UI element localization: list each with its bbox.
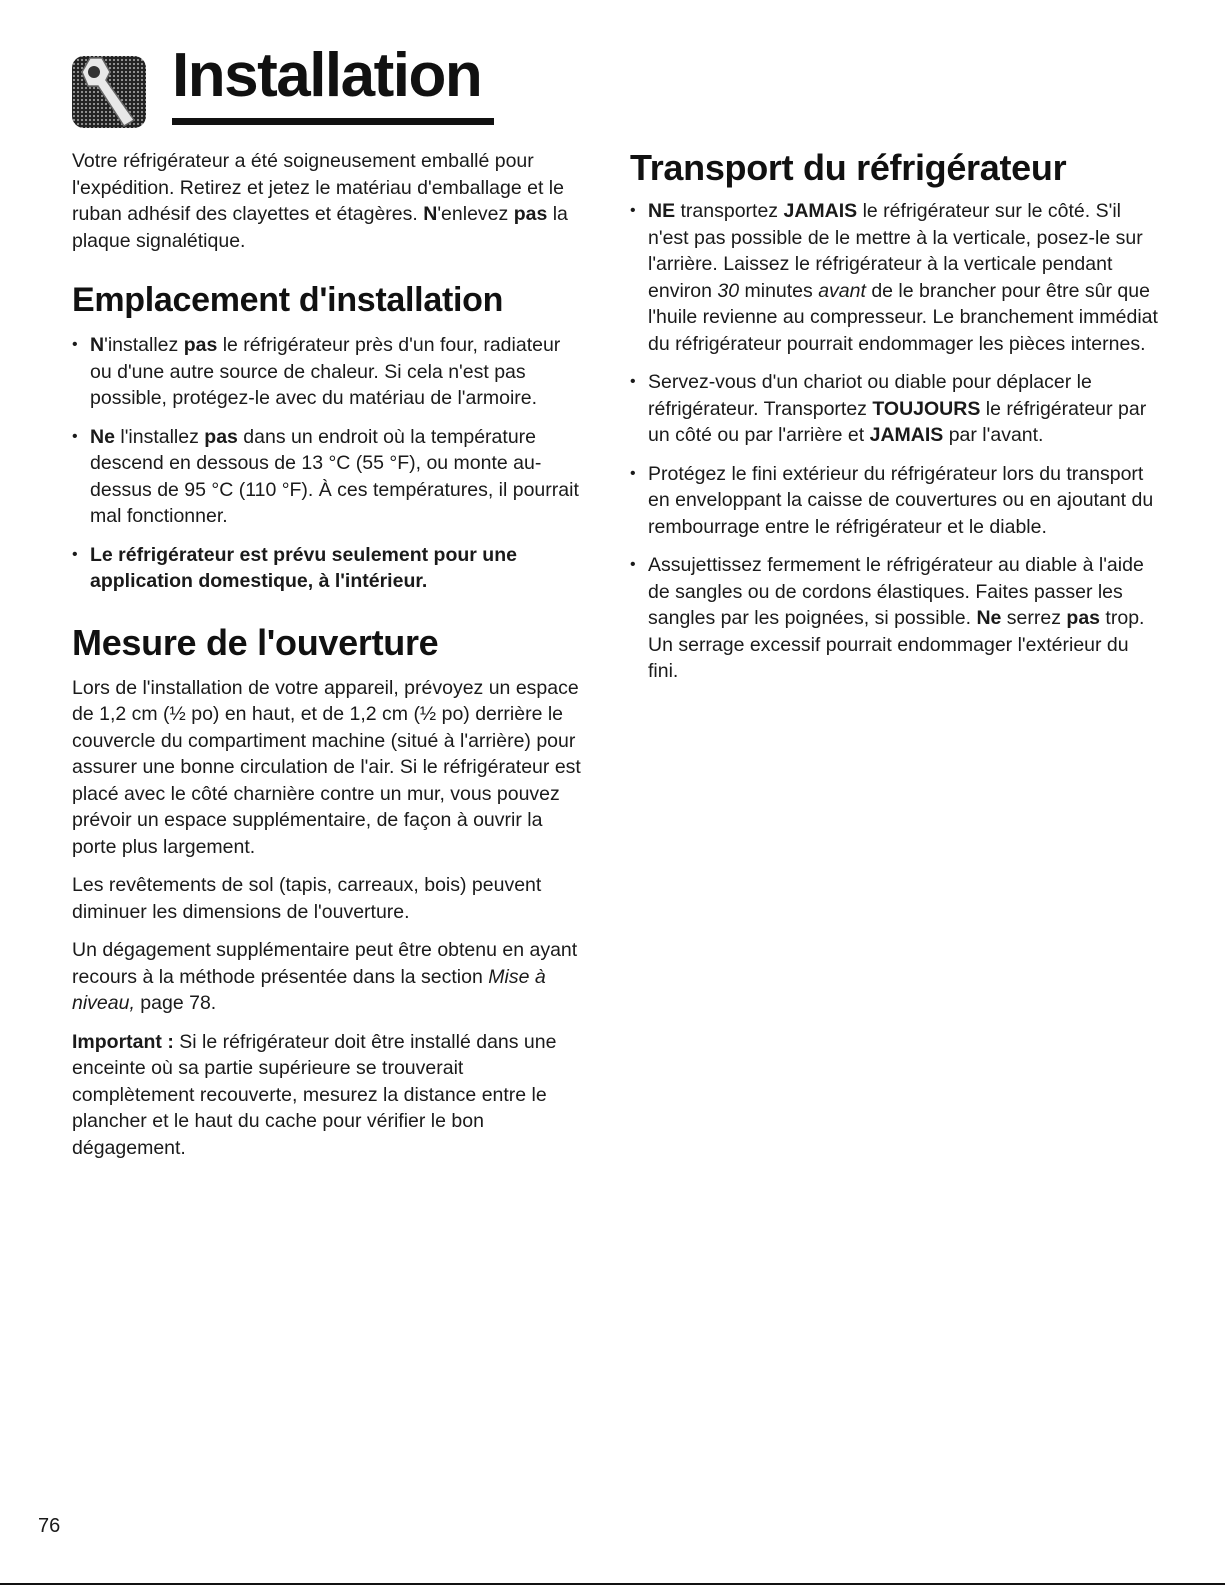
right-column bbox=[630, 148, 1160, 697]
list-item: • N'installez pas le réfrigérateur près d'un four, radiateur ou d'une autre source de chaleur. Si cela n'est pas possible, protégez-le avec du matériau de l'armoire. bbox=[72, 332, 584, 412]
heading-mesure: Mesure de l'ouverture bbox=[72, 621, 439, 663]
emplacement-list bbox=[72, 332, 584, 595]
mesure-paragraph-2: Les revêtements de sol (tapis, carreaux, bois) peuvent diminuer les dimensions de l'ouverture. bbox=[72, 874, 542, 923]
mesure-paragraph-4: Important : Si le réfrigérateur doit être installé dans une enceinte où sa partie supérieure se trouverait complètement recouverte, mesurez la distance entre le plancher et le haut du cache pour vérifier le bon dégagement. bbox=[72, 1030, 557, 1159]
left-column bbox=[72, 148, 584, 1173]
page-header bbox=[72, 40, 482, 140]
page-number: 76 bbox=[38, 1515, 61, 1537]
list-item: • Protégez le fini extérieur du réfrigérateur lors du transport en enveloppant la caisse de couvertures ou en ajoutant du rembourrage entre le réfrigérateur et le diable. bbox=[630, 461, 1160, 541]
intro-paragraph: Votre réfrigérateur a été soigneusement emballé pour l'expédition. Retirez et jetez le matériau d'emballage et le ruban adhésif des clayettes et étagères. N'enlevez pas la plaque signalétique. bbox=[72, 150, 568, 252]
list-item: • NE transportez JAMAIS le réfrigérateur sur le côté. S'il n'est pas possible de le mettre à la verticale, posez-le sur l'arrière. Laissez le réfrigérateur à la verticale pendant environ 30 minutes avant de le brancher pour être sûr que l'huile revienne au compresseur. Le branchement immédiat du réfrigérateur pourrait endommager les pièces internes. bbox=[630, 198, 1160, 357]
list-item: • Assujettissez fermement le réfrigérateur au diable à l'aide de sangles ou de cordons élastiques. Faites passer les sangles par les poignées, si possible. Ne serrez pas trop. Un serrage excessif pourrait endommager l'extérieur du fini. bbox=[630, 552, 1160, 685]
heading-transport: Transport du réfrigérateur bbox=[630, 147, 1067, 188]
transport-list bbox=[630, 198, 1160, 685]
list-item: • Le réfrigérateur est prévu seulement pour une application domestique, à l'intérieur. bbox=[72, 542, 584, 595]
mesure-paragraph-1: Lors de l'installation de votre appareil, prévoyez un espace de 1,2 cm (½ po) en haut, et de 1,2 cm (½ po) derrière le couvercle du compartiment machine (situé à l'arrière) pour assurer une bonne circulation de l'air. Si le réfrigérateur est placé avec le côté charnière contre un mur, vous pouvez prévoir un espace supplémentaire, de façon à ouvrir la porte plus largement. bbox=[72, 676, 581, 858]
page-title: Installation bbox=[172, 41, 482, 110]
title-underline bbox=[172, 118, 494, 125]
list-item: • Ne l'installez pas dans un endroit où la température descend en dessous de 13 °C (55 °F), ou monte au-dessus de 95 °C (110 °F). À ces températures, il pourrait mal fonctionner. bbox=[72, 424, 584, 530]
heading-emplacement: Emplacement d'installation bbox=[72, 281, 504, 319]
wrench-icon bbox=[72, 50, 150, 130]
mesure-paragraph-3: Un dégagement supplémentaire peut être obtenu en ayant recours à la méthode présentée dans la section Mise à niveau, page 78. bbox=[72, 939, 578, 1014]
list-item: • Servez-vous d'un chariot ou diable pour déplacer le réfrigérateur. Transportez TOUJOURS le réfrigérateur par un côté ou par l'arrière et JAMAIS par l'avant. bbox=[630, 369, 1160, 449]
